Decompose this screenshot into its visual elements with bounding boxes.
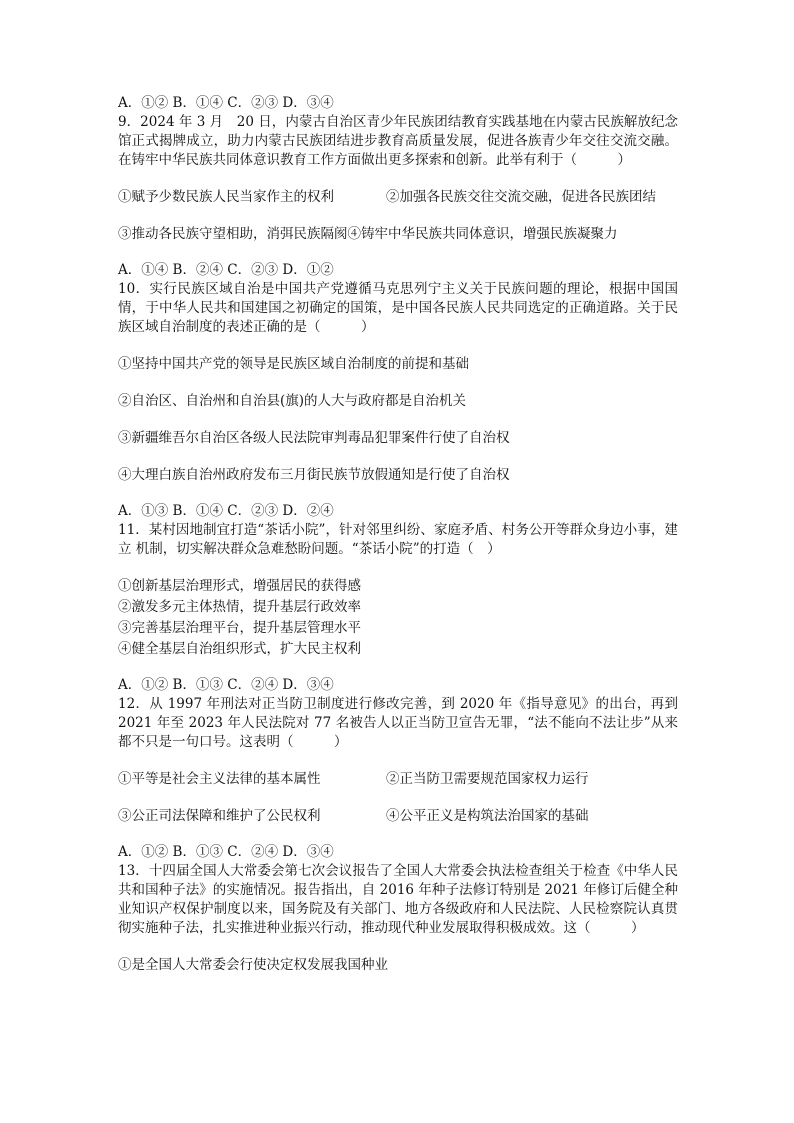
q9-option-4: ④铸牢中华民族共同体意识，增强民族凝聚力 [347,226,618,242]
q9-options-row-1 [118,188,678,207]
q9-stem: 9．2024 年 3 月 20 日，内蒙古自治区青少年民族团结教育实践基地在内蒙古民族解放纪念馆正式揭牌成立，助力内蒙古民族团结进步教育高质量发展，促进各族青少年交往交流交融。在铸牢中华民族共同体意识教育工作方面做出更多探索和创新。此举有利于（ ） [118,114,678,168]
q11-option-1: ①创新基层治理形式，增强居民的获得感 [118,578,361,594]
q10-option-1: ①坚持中国共产党的领导是民族区域自治制度的前提和基础 [118,356,469,372]
q10-answer-choices: A．①③ B．①④ C．②③ D．②④ [118,503,334,519]
q10-option-2: ②自治区、自治州和自治县(旗)的人大与政府都是自治机关 [118,393,467,409]
question-10 [118,280,678,521]
q11-option-4: ④健全基层自治组织形式，扩大民主权利 [118,641,361,657]
question-13 [118,862,678,975]
q10-stem: 10．实行民族区域自治是中国共产党遵循马克思列宁主义关于民族问题的理论，根据中国国情，于中华人民共和国建国之初确定的国策，是中国各民族人民共同选定的正确道路。关于民族区域自治制度的表述正确的是（ ） [118,281,678,335]
q11-option-2: ②激发多元主体热情，提升基层行政效率 [118,599,361,615]
q13-option-1: ①是全国人大常委会行使决定权发展我国种业 [118,957,388,973]
question-9 [118,113,678,280]
q10-option-4: ④大理白族自治州政府发布三月街民族节放假通知是行使了自治权 [118,467,510,483]
question-11 [118,521,678,695]
q9-option-2: ②加强各民族交往交流交融，促进各民族团结 [386,189,656,205]
q12-answer-choices: A．①② B．①③ C．②④ D．③④ [118,844,334,860]
question-12 [118,695,678,862]
q11-stem: 11．某村因地制宜打造“茶话小院”，针对邻里纠纷、家庭矛盾、村务公开等群众身边小事，建立 机制，切实解决群众急难愁盼问题。“茶话小院”的打造（ ） [118,522,678,557]
exam-page [118,94,678,975]
q9-answer-choices: A．①④ B．②④ C．②③ D．①② [118,262,334,278]
q12-option-1: ①平等是社会主义法律的基本属性 [118,771,321,787]
q11-option-3: ③完善基层治理平台，提升基层管理水平 [118,620,361,636]
q11-answer-choices: A．①② B．①③ C．②④ D．③④ [118,677,334,693]
q9-option-3: ③推动各民族守望相助，消弭民族隔阂 [118,226,348,242]
q10-option-3: ③新疆维吾尔自治区各级人民法院审判毒品犯罪案件行使了自治权 [118,430,510,446]
q13-stem: 13．十四届全国人大常委会第七次会议报告了全国人大常委会执法检查组关于检查《中华人民共和国种子法》的实施情况。报告指出，自 2016 年种子法修订特别是 2021 年修订后健全种业知识产权保护制度以来，国务院及有关部门、地方各级政府和人民法院、人民检察院认真贯彻实施种子法，扎实推进种业振兴行动，推动现代种业发展取得积极成效。这（ ） [118,863,678,936]
q12-stem: 12．从 1997 年刑法对正当防卫制度进行修改完善，到 2020 年《指导意见》的出台，再到 2021 年至 2023 年人民法院对 77 名被告人以正当防卫宣告无罪，“法不能向不法让步”从来都不只是一句口号。这表明（ ） [118,696,678,750]
q12-options-row-1 [118,770,678,789]
q12-option-3: ③公正司法保障和维护了公民权利 [118,808,321,824]
q8-answer-choices: A．①② B．①④ C．②③ D．③④ [118,95,334,111]
q12-option-2: ②正当防卫需要规范国家权力运行 [386,771,589,787]
q12-option-4: ④公平正义是构筑法治国家的基础 [386,808,589,824]
q9-option-1: ①赋予少数民族人民当家作主的权利 [118,189,334,205]
q12-options-row-2 [118,807,678,826]
q9-options-row-2 [118,225,678,244]
